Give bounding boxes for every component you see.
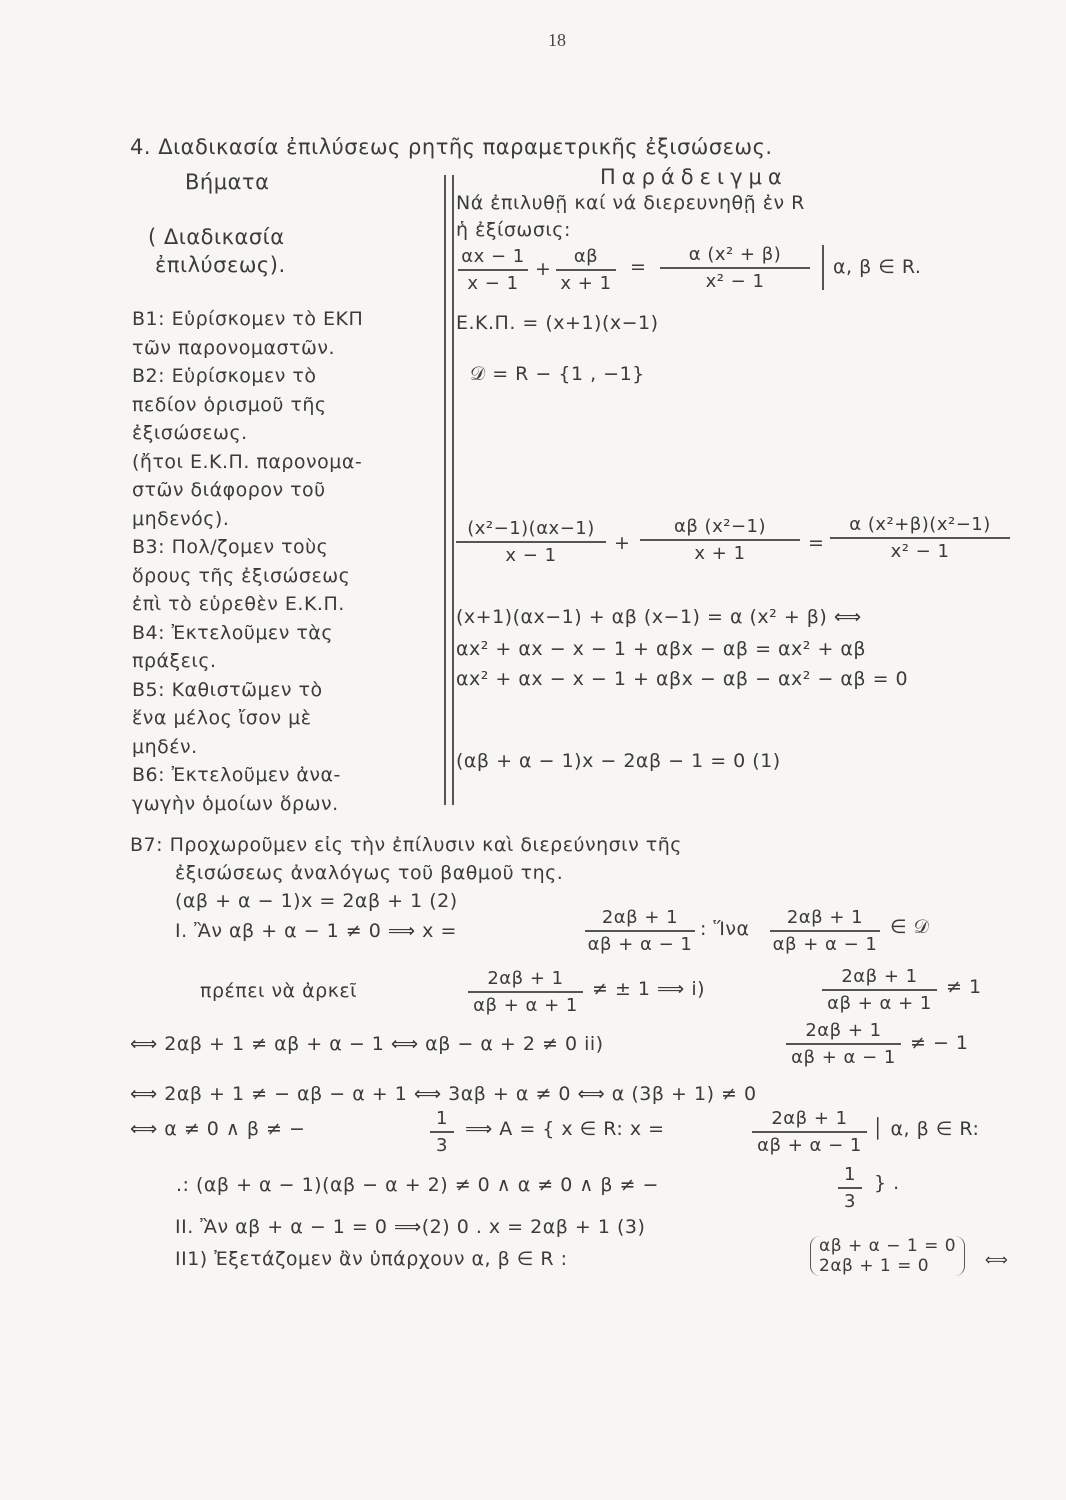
- fraction: 2αβ + 1 αβ + α − 1: [585, 907, 695, 955]
- step-line: B5: Καθιστῶμεν τὸ: [132, 678, 323, 701]
- column-divider-2: [452, 175, 454, 805]
- plus-sign: +: [614, 532, 631, 554]
- fraction: 1 3: [430, 1108, 454, 1156]
- fraction: 1 3: [838, 1164, 862, 1212]
- b7-line: ἐξισώσεως ἀναλόγως τοῦ βαθμοῦ της.: [175, 862, 564, 884]
- derivation-line: ⟺ 2αβ + 1 ≠ αβ + α − 1 ⟺ αβ − α + 2 ≠ 0 ii): [130, 1033, 604, 1055]
- step-line: B3: Πολ/ζομεν τοὺς: [132, 536, 329, 558]
- step-line: πεδίον ὁρισμοῦ τῆς: [132, 393, 327, 416]
- example-intro-2: ἡ ἐξίσωσις:: [456, 219, 571, 241]
- fraction: 2αβ + 1 αβ + α + 1: [468, 968, 583, 1016]
- left-intro-line: ( Διαδικασία: [148, 225, 285, 249]
- step-line: πράξεις.: [132, 650, 217, 672]
- system-of-equations: αβ + α − 1 = 0 2αβ + 1 = 0: [810, 1236, 965, 1276]
- expansion-line: αx² + αx − x − 1 + αβx − αβ − αx² − αβ = 0: [456, 668, 909, 690]
- domain-line: 𝒟 = R − {1 , −1}: [470, 363, 645, 385]
- derivation-line: ⟺ α ≠ 0 ∧ β ≠ −: [130, 1118, 306, 1140]
- example-column-title: Παράδειγμα: [600, 165, 788, 189]
- fraction: 2αβ + 1 αβ + α + 1: [822, 966, 937, 1014]
- case-one: I. Ἂν αβ + α − 1 ≠ 0 ⟹ x =: [175, 920, 457, 942]
- condition-i-tail: ≠ 1: [946, 976, 982, 998]
- condition-ii-tail: ≠ − 1: [910, 1032, 969, 1054]
- fraction: αx − 1 x − 1: [458, 246, 528, 294]
- set-condition: │ α, β ∈ R:: [872, 1118, 980, 1140]
- lcm-line: Ε.Κ.Π. = (x+1)(x−1): [456, 312, 659, 334]
- section-heading: 4. Διαδικασία ἐπιλύσεως ρητῆς παραμετρικῆς ἐξισώσεως.: [130, 135, 773, 159]
- step-line: (ἤτοι Ε.Κ.Π. παρονομα-: [132, 450, 363, 473]
- equals-sign: =: [808, 532, 825, 554]
- set-condition-line: .: (αβ + α − 1)(αβ − α + 2) ≠ 0 ∧ α ≠ 0 ∧ β ≠ −: [176, 1174, 659, 1196]
- fraction: αβ (x²−1) x + 1: [640, 516, 800, 564]
- case-two: II. Ἂν αβ + α − 1 = 0 ⟹(2) 0 . x = 2αβ + 1 (3): [175, 1216, 646, 1238]
- step-line: ἐπὶ τὸ εὑρεθὲν Ε.Κ.Π.: [132, 593, 345, 615]
- equivalence-arrow: ⟺: [985, 1250, 1009, 1269]
- param-divider: [822, 245, 824, 290]
- steps-column-title: Βήματα: [185, 170, 270, 194]
- step-line: μηδενός).: [132, 507, 230, 530]
- left-intro-line: ἐπιλύσεως).: [155, 253, 286, 277]
- step-line: στῶν διάφορον τοῦ: [132, 479, 326, 501]
- reduced-equation: (αβ + α − 1)x − 2αβ − 1 = 0 (1): [456, 750, 781, 772]
- step-line: ὅρους τῆς ἐξισώσεως: [132, 564, 351, 587]
- fraction: 2αβ + 1 αβ + α − 1: [786, 1020, 901, 1068]
- page-number: 18: [548, 30, 566, 50]
- b7-equation: (αβ + α − 1)x = 2αβ + 1 (2): [175, 890, 458, 912]
- set-definition: ⟹ A = { x ∈ R: x =: [465, 1118, 665, 1140]
- step-line: B2: Εὑρίσκομεν τὸ: [132, 365, 317, 387]
- case-one-connector: : Ἵνα: [700, 918, 750, 940]
- case-two-sub: II1) Ἐξετάζομεν ἂν ὑπάρχουν α, β ∈ R :: [175, 1248, 568, 1270]
- fraction: α (x²+β)(x²−1) x² − 1: [830, 514, 1010, 562]
- step-line: B1: Εὑρίσκομεν τὸ ΕΚΠ: [132, 308, 364, 330]
- condition-text: πρέπει νὰ ἀρκεῖ: [200, 980, 358, 1002]
- expansion-line: (x+1)(αx−1) + αβ (x−1) = α (x² + β) ⟺: [456, 606, 862, 628]
- parameters: α, β ∈ R.: [833, 256, 922, 278]
- step-line: τῶν παρονομαστῶν.: [132, 336, 336, 359]
- condition-tail: ≠ ± 1 ⟹ i): [592, 978, 706, 1000]
- steps-list: [132, 305, 363, 818]
- expansion-line: αx² + αx − x − 1 + αβx − αβ = αx² + αβ: [456, 638, 867, 660]
- fraction: (x²−1)(αx−1) x − 1: [456, 518, 606, 566]
- fraction: 2αβ + 1 αβ + α − 1: [770, 907, 880, 955]
- step-line: ἐξισώσεως.: [132, 422, 248, 444]
- example-intro: Νά ἐπιλυθῇ καί νά διερευνηθῇ ἐν R: [456, 192, 805, 214]
- derivation-line: ⟺ 2αβ + 1 ≠ − αβ − α + 1 ⟺ 3αβ + α ≠ 0 ⟺ α (3β + 1) ≠ 0: [130, 1083, 757, 1105]
- fraction: 2αβ + 1 αβ + α − 1: [752, 1108, 867, 1156]
- step-line: B4: Ἐκτελοῦμεν τὰς: [132, 621, 333, 644]
- b7-line: B7: Προχωροῦμεν εἰς τὴν ἐπίλυσιν καὶ διερεύνησιν τῆς: [130, 834, 682, 856]
- set-close: } .: [874, 1172, 900, 1194]
- step-line: μηδέν.: [132, 735, 198, 758]
- step-line: B6: Ἐκτελοῦμεν ἀνα-: [132, 764, 341, 786]
- step-line: γωγὴν ὁμοίων ὅρων.: [132, 792, 339, 815]
- equals-sign: =: [630, 256, 647, 278]
- case-one-tail: ∈ 𝒟: [890, 916, 930, 938]
- fraction: αβ x + 1: [556, 246, 616, 294]
- step-line: ἕνα μέλος ἴσον μὲ: [132, 707, 312, 729]
- fraction: α (x² + β) x² − 1: [660, 244, 810, 292]
- column-divider: [444, 175, 446, 805]
- plus-sign: +: [535, 258, 552, 280]
